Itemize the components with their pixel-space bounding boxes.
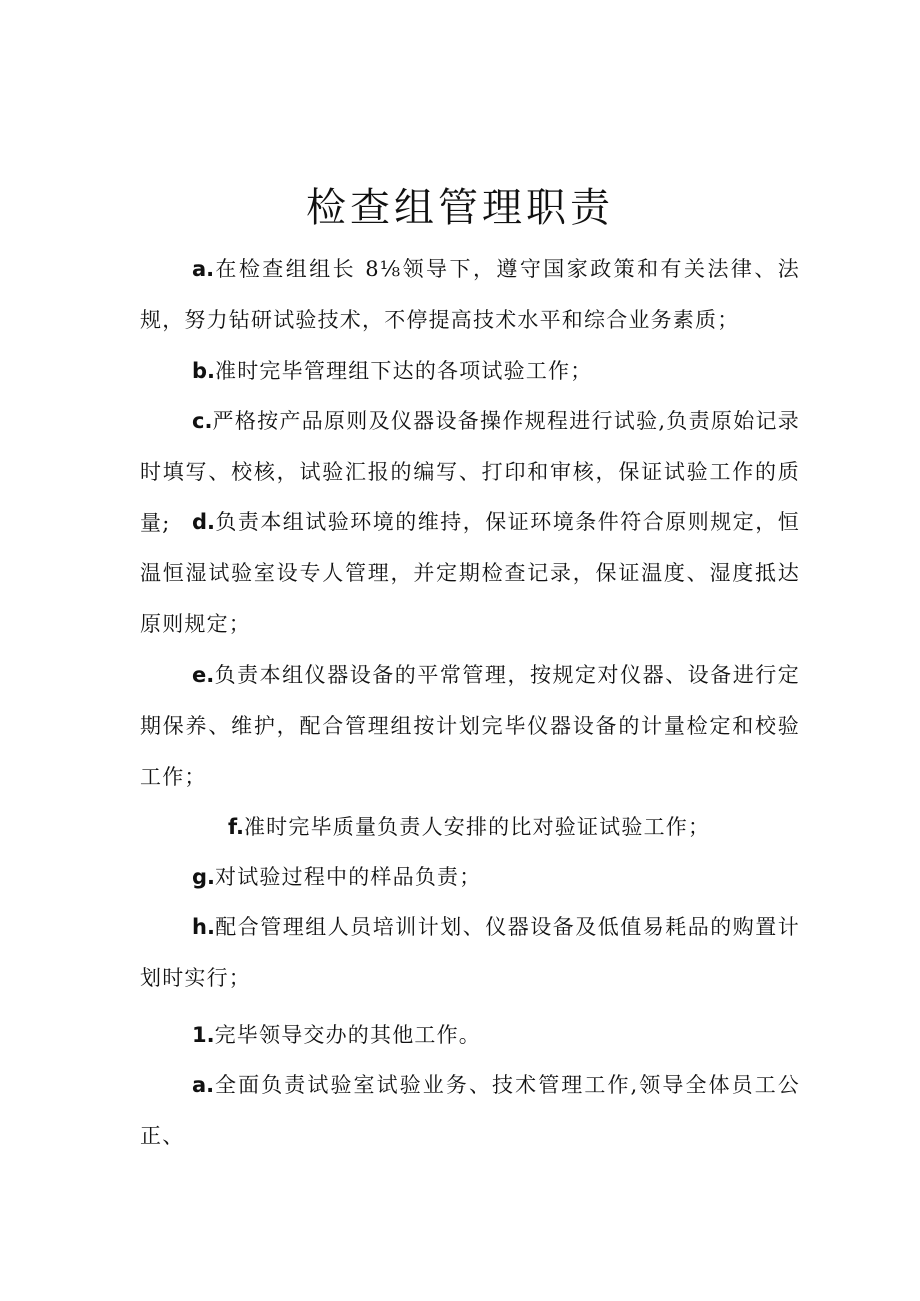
paragraph-1	[140, 1010, 800, 1061]
paragraph-a-second	[140, 1060, 800, 1162]
page-title: 检查组管理职责	[306, 185, 614, 231]
item-marker: a.	[192, 1073, 215, 1097]
item-marker: h.	[192, 915, 215, 939]
paragraph-text: 在检查组组长 8⅛领导下，遵守国家政策和有关法律、法规，努力钻研试验技术，不停提高技术水平和综合业务素质；	[140, 257, 800, 332]
paragraph-text: 准时完毕管理组下达的各项试验工作；	[215, 359, 593, 383]
item-marker: f.	[228, 815, 244, 839]
paragraph-text: 完毕领导交办的其他工作。	[214, 1023, 481, 1047]
paragraph-g	[140, 852, 800, 903]
item-marker: c.	[192, 409, 213, 433]
item-marker: g.	[192, 865, 216, 889]
item-marker: d.	[192, 510, 216, 534]
paragraph-text: 对试验过程中的样品负责；	[215, 865, 482, 889]
item-marker: e.	[192, 663, 215, 687]
paragraph-b	[140, 346, 800, 397]
paragraph-e	[140, 650, 800, 803]
paragraph-text: 负责本组仪器设备的平常管理，按规定对仪器、设备进行定期保养、维护，配合管理组按计划完毕仪器设备的计量检定和校验工作；	[140, 663, 800, 789]
paragraph-d	[140, 497, 800, 650]
paragraph-a	[140, 244, 800, 346]
paragraph-text: 配合管理组人员培训计划、仪器设备及低值易耗品的购置计划时实行；	[140, 915, 800, 990]
paragraph-f	[140, 802, 800, 853]
item-marker: a.	[192, 257, 215, 281]
item-marker: 1.	[192, 1023, 215, 1047]
paragraph-text: 严格按产品原则及仪器设备操作规程进行试验,负责原始记录时填写、校核，试验汇报的编写、打印和审核，保证试验工作的质量;	[140, 409, 800, 535]
paragraph-text: 全面负责试验室试验业务、技术管理工作,领导全体员工公正、	[140, 1073, 800, 1148]
paragraph-text: 负责本组试验环境的维持，保证环境条件符合原则规定，恒温恒湿试验室设专人管理，并定期检查记录，保证温度、湿度抵达原则规定；	[140, 510, 800, 636]
paragraph-text: 准时完毕质量负责人安排的比对验证试验工作；	[243, 815, 711, 839]
item-marker: b.	[192, 359, 216, 383]
paragraph-h	[140, 902, 800, 1004]
